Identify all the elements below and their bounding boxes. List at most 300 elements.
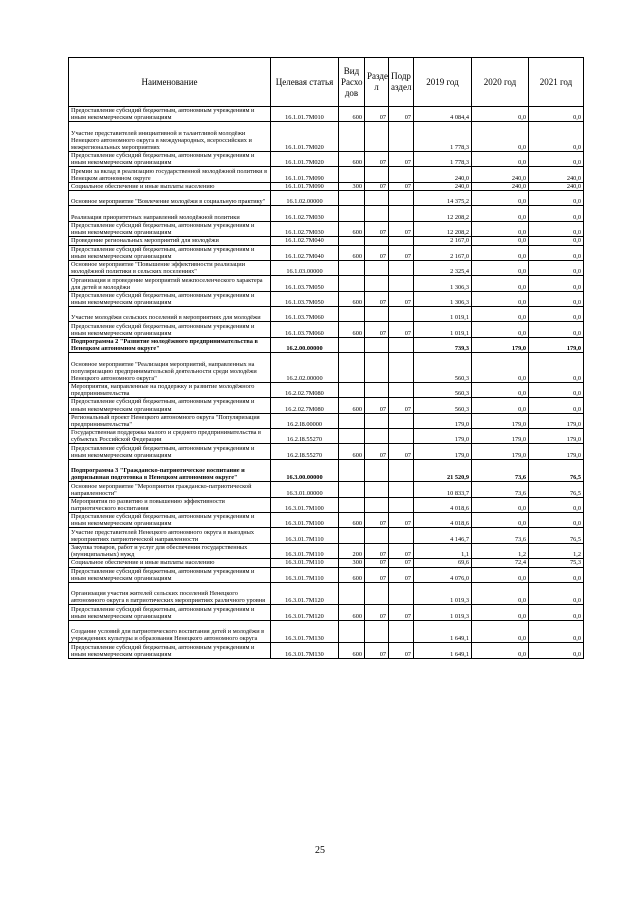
header-expense: Вид Расхо дов: [339, 58, 365, 107]
cell-target-code: 16.1.03.7M060: [271, 307, 339, 322]
cell-2020: 0,0: [472, 513, 529, 528]
cell-2019: 179,0: [414, 413, 472, 428]
cell-2020: 0,0: [472, 620, 529, 643]
cell-name: Основное мероприятие "Повышение эффективности реализации молодёжной политики в сельских поселениях": [69, 260, 271, 275]
cell-name: Закупка товаров, работ и услуг для обеспечения государственных (муниципальных) нужд: [69, 543, 271, 558]
header-2019: 2019 год: [414, 58, 472, 107]
cell-2021: 179,0: [529, 444, 584, 459]
cell-subsection: [389, 191, 414, 206]
cell-expense-type: 600: [339, 398, 365, 413]
cell-2019: 560,3: [414, 353, 472, 383]
page-number: 25: [315, 845, 325, 856]
cell-target-code: 16.2.00.00000: [271, 337, 339, 352]
table-row: [69, 191, 584, 206]
cell-2020: 0,0: [472, 567, 529, 582]
cell-2020: 0,0: [472, 497, 529, 512]
cell-name: Проведение региональных мероприятий для молодёжи: [69, 237, 271, 245]
cell-2020: 0,0: [472, 122, 529, 152]
cell-expense-type: [339, 528, 365, 543]
cell-target-code: 16.1.01.7M010: [271, 107, 339, 122]
table-row: [69, 528, 584, 543]
cell-section: [365, 191, 389, 206]
cell-subsection: [389, 582, 414, 605]
cell-2021: 0,0: [529, 237, 584, 245]
cell-2019: 1 649,1: [414, 620, 472, 643]
cell-2020: 0,0: [472, 582, 529, 605]
cell-2020: 0,0: [472, 237, 529, 245]
cell-2020: 0,0: [472, 291, 529, 306]
table-row: [69, 459, 584, 482]
cell-name: Участие молодёжи сельских поселений в мероприятиях для молодёжи: [69, 307, 271, 322]
cell-2021: 240,0: [529, 167, 584, 182]
cell-name: Создание условий для патриотического воспитания детей и молодёжи в учреждениях культуры и образования Ненецкого автономного округа: [69, 620, 271, 643]
cell-name: Государственная поддержка малого и среднего предпринимательства в субъектах Российской Федерации: [69, 429, 271, 444]
cell-subsection: [389, 237, 414, 245]
cell-target-code: 16.2.02.7M080: [271, 398, 339, 413]
cell-section: [365, 206, 389, 221]
cell-expense-type: [339, 122, 365, 152]
header-section: Разде л: [365, 58, 389, 107]
cell-target-code: 16.2.I8.55270: [271, 444, 339, 459]
cell-2019: 12 208,2: [414, 221, 472, 236]
cell-2020: 179,0: [472, 413, 529, 428]
cell-2021: 0,0: [529, 107, 584, 122]
cell-name: Предоставление субсидий бюджетным, автономным учреждениям и иным некоммерческим организациям: [69, 322, 271, 337]
cell-expense-type: [339, 276, 365, 291]
header-subsection: Подр аздел: [389, 58, 414, 107]
cell-2020: 0,0: [472, 107, 529, 122]
cell-name: Предоставление субсидий бюджетным, автономным учреждениям и иным некоммерческим организациям: [69, 245, 271, 260]
cell-2019: 1 019,3: [414, 582, 472, 605]
cell-target-code: 16.1.03.7M050: [271, 291, 339, 306]
cell-name: Основное мероприятие "Реализация мероприятий, направленных на популяризацию предпринимательской деятельности среди молодёжи Ненецкого автономного округа": [69, 353, 271, 383]
table-row: [69, 482, 584, 497]
cell-section: 07: [365, 291, 389, 306]
cell-section: [365, 337, 389, 352]
cell-subsection: [389, 307, 414, 322]
cell-target-code: 16.1.01.7M020: [271, 122, 339, 152]
cell-2019: 2 167,0: [414, 237, 472, 245]
cell-2021: 0,0: [529, 643, 584, 658]
cell-2020: 0,0: [472, 151, 529, 166]
cell-name: Основное мероприятие "Вовлечение молодёжи в социальную практику": [69, 191, 271, 206]
cell-expense-type: 600: [339, 605, 365, 620]
cell-2021: 76,5: [529, 459, 584, 482]
cell-2019: 4 018,6: [414, 497, 472, 512]
cell-name: Подпрограмма 3 "Гражданско-патриотическое воспитание и допризывная подготовка в Ненецком автономном округе": [69, 459, 271, 482]
cell-2019: 1 306,3: [414, 291, 472, 306]
cell-expense-type: [339, 353, 365, 383]
cell-section: [365, 620, 389, 643]
cell-target-code: 16.1.02.7M040: [271, 237, 339, 245]
cell-name: Социальное обеспечение и иные выплаты населению: [69, 182, 271, 190]
header-target: Целевая статья: [271, 58, 339, 107]
cell-name: Предоставление субсидий бюджетным, автономным учреждениям и иным некоммерческим организациям: [69, 107, 271, 122]
cell-name: Региональный проект Ненецкого автономного округа "Популяризация предпринимательства": [69, 413, 271, 428]
cell-target-code: 16.3.01.7M110: [271, 528, 339, 543]
cell-section: 07: [365, 221, 389, 236]
cell-2021: 0,0: [529, 276, 584, 291]
cell-target-code: 16.3.00.00000: [271, 459, 339, 482]
cell-2020: 240,0: [472, 182, 529, 190]
cell-2020: 0,0: [472, 353, 529, 383]
cell-section: 07: [365, 151, 389, 166]
cell-2020: 179,0: [472, 429, 529, 444]
table-row: [69, 337, 584, 352]
cell-2021: 179,0: [529, 429, 584, 444]
cell-subsection: 07: [389, 107, 414, 122]
header-name: Наименование: [69, 58, 271, 107]
cell-2019: 4 076,0: [414, 567, 472, 582]
cell-name: Организация и проведение мероприятий межпоселенческого характера для детей и молодёжи: [69, 276, 271, 291]
cell-2021: 75,3: [529, 559, 584, 567]
cell-target-code: 16.3.01.7M100: [271, 497, 339, 512]
cell-target-code: 16.3.01.7M110: [271, 543, 339, 558]
cell-name: Реализация приоритетных направлений молодёжной политики: [69, 206, 271, 221]
cell-subsection: [389, 353, 414, 383]
cell-expense-type: [339, 167, 365, 182]
cell-subsection: 07: [389, 513, 414, 528]
cell-target-code: 16.3.01.7M130: [271, 620, 339, 643]
cell-2020: 179,0: [472, 444, 529, 459]
table-body: [69, 107, 584, 659]
cell-section: [365, 167, 389, 182]
cell-subsection: 07: [389, 182, 414, 190]
cell-target-code: 16.1.02.7M030: [271, 221, 339, 236]
table-row: [69, 276, 584, 291]
cell-section: [365, 429, 389, 444]
cell-2019: 69,6: [414, 559, 472, 567]
cell-subsection: [389, 482, 414, 497]
cell-2019: 1,1: [414, 543, 472, 558]
cell-subsection: 07: [389, 221, 414, 236]
table-row: [69, 353, 584, 383]
cell-subsection: 07: [389, 559, 414, 567]
cell-target-code: 16.1.03.7M050: [271, 276, 339, 291]
cell-2020: 1,2: [472, 543, 529, 558]
table-row: [69, 107, 584, 122]
cell-target-code: 16.2.I8.00000: [271, 413, 339, 428]
cell-subsection: [389, 620, 414, 643]
cell-section: [365, 528, 389, 543]
cell-name: Предоставление субсидий бюджетным, автономным учреждениям и иным некоммерческим организациям: [69, 567, 271, 582]
cell-2019: 1 019,3: [414, 605, 472, 620]
cell-name: Предоставление субсидий бюджетным, автономным учреждениям и иным некоммерческим организациям: [69, 151, 271, 166]
cell-2019: 179,0: [414, 444, 472, 459]
cell-subsection: [389, 429, 414, 444]
cell-2019: 560,3: [414, 398, 472, 413]
table-row: [69, 322, 584, 337]
cell-2021: 240,0: [529, 182, 584, 190]
cell-subsection: [389, 497, 414, 512]
cell-subsection: [389, 167, 414, 182]
cell-name: Участие представителей инициативной и талантливой молодёжи Ненецкого автономного округа в международных, всероссийских и межрегиональных мероприятиях: [69, 122, 271, 152]
table-row: [69, 206, 584, 221]
table-row: [69, 643, 584, 658]
cell-name: Предоставление субсидий бюджетным, автономным учреждениям и иным некоммерческим организациям: [69, 513, 271, 528]
cell-2019: 560,3: [414, 382, 472, 397]
cell-section: 07: [365, 543, 389, 558]
cell-2020: 0,0: [472, 605, 529, 620]
cell-subsection: [389, 413, 414, 428]
cell-expense-type: 600: [339, 151, 365, 166]
cell-section: 07: [365, 643, 389, 658]
cell-name: Предоставление субсидий бюджетным, автономным учреждениям и иным некоммерческим организациям: [69, 291, 271, 306]
table-row: [69, 620, 584, 643]
cell-target-code: 16.1.02.7M040: [271, 245, 339, 260]
cell-2020: 73,6: [472, 528, 529, 543]
table-row: [69, 559, 584, 567]
cell-section: [365, 353, 389, 383]
cell-section: 07: [365, 182, 389, 190]
table-header-row: [69, 58, 584, 107]
cell-section: [365, 382, 389, 397]
cell-2021: 1,2: [529, 543, 584, 558]
table-row: [69, 182, 584, 190]
cell-expense-type: [339, 620, 365, 643]
cell-2021: 179,0: [529, 337, 584, 352]
cell-2019: 1 306,3: [414, 276, 472, 291]
table-row: [69, 151, 584, 166]
cell-name: Подпрограмма 2 "Развитие молодёжного предпринимательства в Ненецком автономном округе": [69, 337, 271, 352]
cell-2021: 0,0: [529, 567, 584, 582]
cell-2020: 0,0: [472, 276, 529, 291]
cell-target-code: 16.3.01.7M130: [271, 643, 339, 658]
cell-2021: 0,0: [529, 206, 584, 221]
table-row: [69, 413, 584, 428]
cell-2021: 179,0: [529, 413, 584, 428]
cell-2019: 240,0: [414, 182, 472, 190]
cell-name: Предоставление субсидий бюджетным, автономным учреждениям и иным некоммерческим организациям: [69, 643, 271, 658]
cell-name: Предоставление субсидий бюджетным, автономным учреждениям и иным некоммерческим организациям: [69, 221, 271, 236]
cell-expense-type: 300: [339, 182, 365, 190]
cell-2020: 0,0: [472, 398, 529, 413]
cell-expense-type: [339, 337, 365, 352]
table-row: [69, 605, 584, 620]
cell-expense-type: [339, 413, 365, 428]
cell-subsection: 07: [389, 543, 414, 558]
cell-2019: 2 325,4: [414, 260, 472, 275]
cell-target-code: 16.1.03.7M060: [271, 322, 339, 337]
cell-section: 07: [365, 605, 389, 620]
header-2021: 2021 год: [529, 58, 584, 107]
cell-target-code: 16.2.02.7M080: [271, 382, 339, 397]
cell-2021: 0,0: [529, 307, 584, 322]
cell-2019: 10 833,7: [414, 482, 472, 497]
cell-2019: 14 375,2: [414, 191, 472, 206]
cell-2021: 0,0: [529, 620, 584, 643]
cell-expense-type: 600: [339, 513, 365, 528]
table-row: [69, 497, 584, 512]
cell-2019: 4 146,7: [414, 528, 472, 543]
table-row: [69, 444, 584, 459]
cell-target-code: 16.3.01.7M110: [271, 559, 339, 567]
cell-2021: 0,0: [529, 582, 584, 605]
table-row: [69, 582, 584, 605]
cell-2019: 21 520,9: [414, 459, 472, 482]
table-row: [69, 567, 584, 582]
cell-section: 07: [365, 322, 389, 337]
cell-2021: 0,0: [529, 322, 584, 337]
cell-2021: 0,0: [529, 122, 584, 152]
cell-2019: 12 208,2: [414, 206, 472, 221]
cell-name: Премии за вклад в реализацию государственной молодёжной политики в Ненецком автономном округе: [69, 167, 271, 182]
table-row: [69, 122, 584, 152]
cell-subsection: [389, 528, 414, 543]
cell-section: 07: [365, 107, 389, 122]
cell-2021: 0,0: [529, 513, 584, 528]
table-row: [69, 382, 584, 397]
cell-2020: 73,6: [472, 459, 529, 482]
table-row: [69, 237, 584, 245]
cell-name: Мероприятия, направленные на поддержку и развитие молодёжного предпринимательства: [69, 382, 271, 397]
budget-document: [68, 57, 583, 659]
cell-section: 07: [365, 444, 389, 459]
cell-2021: 0,0: [529, 191, 584, 206]
cell-subsection: 07: [389, 322, 414, 337]
cell-2020: 0,0: [472, 245, 529, 260]
cell-expense-type: 600: [339, 107, 365, 122]
cell-section: [365, 122, 389, 152]
cell-2021: 0,0: [529, 382, 584, 397]
cell-section: [365, 497, 389, 512]
cell-target-code: 16.3.01.7M100: [271, 513, 339, 528]
cell-2020: 72,4: [472, 559, 529, 567]
cell-section: [365, 307, 389, 322]
cell-2020: 240,0: [472, 167, 529, 182]
cell-name: Основное мероприятие "Мероприятия гражданско-патриотической направленности": [69, 482, 271, 497]
cell-subsection: 07: [389, 444, 414, 459]
cell-subsection: [389, 122, 414, 152]
cell-expense-type: [339, 206, 365, 221]
cell-expense-type: [339, 191, 365, 206]
cell-2019: 4 018,6: [414, 513, 472, 528]
cell-name: Предоставление субсидий бюджетным, автономным учреждениям и иным некоммерческим организациям: [69, 605, 271, 620]
table-row: [69, 429, 584, 444]
header-2020: 2020 год: [472, 58, 529, 107]
cell-expense-type: [339, 307, 365, 322]
cell-expense-type: [339, 459, 365, 482]
cell-2021: 0,0: [529, 398, 584, 413]
cell-2019: 179,0: [414, 429, 472, 444]
cell-section: [365, 413, 389, 428]
cell-target-code: 16.3.01.7M120: [271, 605, 339, 620]
cell-expense-type: 600: [339, 444, 365, 459]
cell-subsection: [389, 459, 414, 482]
cell-target-code: 16.1.03.00000: [271, 260, 339, 275]
cell-2020: 0,0: [472, 643, 529, 658]
cell-subsection: 07: [389, 398, 414, 413]
cell-2020: 0,0: [472, 307, 529, 322]
cell-name: Участие представителей Ненецкого автономного округа в выездных мероприятиях патриотической направленности: [69, 528, 271, 543]
cell-2021: 0,0: [529, 291, 584, 306]
cell-subsection: 07: [389, 291, 414, 306]
cell-expense-type: [339, 382, 365, 397]
table-row: [69, 513, 584, 528]
cell-expense-type: 600: [339, 643, 365, 658]
cell-2021: 76,5: [529, 528, 584, 543]
cell-expense-type: [339, 497, 365, 512]
cell-2019: 1 019,1: [414, 322, 472, 337]
cell-expense-type: [339, 260, 365, 275]
cell-2020: 0,0: [472, 322, 529, 337]
cell-section: [365, 459, 389, 482]
cell-target-code: 16.3.01.7M120: [271, 582, 339, 605]
cell-target-code: 16.3.01.00000: [271, 482, 339, 497]
cell-subsection: 07: [389, 151, 414, 166]
cell-expense-type: 600: [339, 322, 365, 337]
cell-2020: 0,0: [472, 382, 529, 397]
cell-expense-type: 600: [339, 567, 365, 582]
cell-2019: 1 019,1: [414, 307, 472, 322]
cell-2019: 240,0: [414, 167, 472, 182]
cell-section: 07: [365, 559, 389, 567]
cell-subsection: [389, 382, 414, 397]
cell-2021: 0,0: [529, 245, 584, 260]
cell-subsection: 07: [389, 605, 414, 620]
cell-2019: 739,3: [414, 337, 472, 352]
cell-subsection: [389, 337, 414, 352]
cell-subsection: [389, 276, 414, 291]
table-row: [69, 221, 584, 236]
cell-2019: 4 084,4: [414, 107, 472, 122]
cell-expense-type: [339, 429, 365, 444]
cell-2021: 0,0: [529, 353, 584, 383]
cell-section: [365, 237, 389, 245]
table-row: [69, 543, 584, 558]
table-row: [69, 398, 584, 413]
cell-target-code: 16.1.02.00000: [271, 191, 339, 206]
cell-subsection: 07: [389, 567, 414, 582]
cell-target-code: 16.3.01.7M110: [271, 567, 339, 582]
cell-expense-type: 600: [339, 221, 365, 236]
cell-expense-type: 600: [339, 245, 365, 260]
table-row: [69, 260, 584, 275]
cell-section: [365, 276, 389, 291]
cell-name: Организация участия жителей сельских поселений Ненецкого автономного округа в патриотических мероприятиях различного уровня: [69, 582, 271, 605]
cell-subsection: 07: [389, 643, 414, 658]
cell-section: [365, 260, 389, 275]
table-row: [69, 245, 584, 260]
cell-subsection: [389, 260, 414, 275]
cell-name: Предоставление субсидий бюджетным, автономным учреждениям и иным некоммерческим организациям: [69, 444, 271, 459]
table-row: [69, 167, 584, 182]
cell-subsection: 07: [389, 245, 414, 260]
cell-2020: 0,0: [472, 260, 529, 275]
cell-2019: 1 778,3: [414, 122, 472, 152]
budget-table: [68, 57, 584, 659]
cell-section: 07: [365, 567, 389, 582]
cell-expense-type: [339, 482, 365, 497]
cell-2021: 0,0: [529, 260, 584, 275]
cell-expense-type: 600: [339, 291, 365, 306]
cell-2021: 0,0: [529, 151, 584, 166]
cell-section: [365, 482, 389, 497]
cell-expense-type: [339, 582, 365, 605]
cell-target-code: 16.1.01.7M090: [271, 182, 339, 190]
cell-name: Социальное обеспечение и иные выплаты населению: [69, 559, 271, 567]
table-row: [69, 291, 584, 306]
cell-target-code: 16.1.02.7M030: [271, 206, 339, 221]
cell-2021: 0,0: [529, 221, 584, 236]
cell-2021: 76,5: [529, 482, 584, 497]
cell-2020: 0,0: [472, 191, 529, 206]
cell-section: [365, 582, 389, 605]
cell-name: Предоставление субсидий бюджетным, автономным учреждениям и иным некоммерческим организациям: [69, 398, 271, 413]
cell-subsection: [389, 206, 414, 221]
cell-section: 07: [365, 513, 389, 528]
cell-2020: 0,0: [472, 206, 529, 221]
